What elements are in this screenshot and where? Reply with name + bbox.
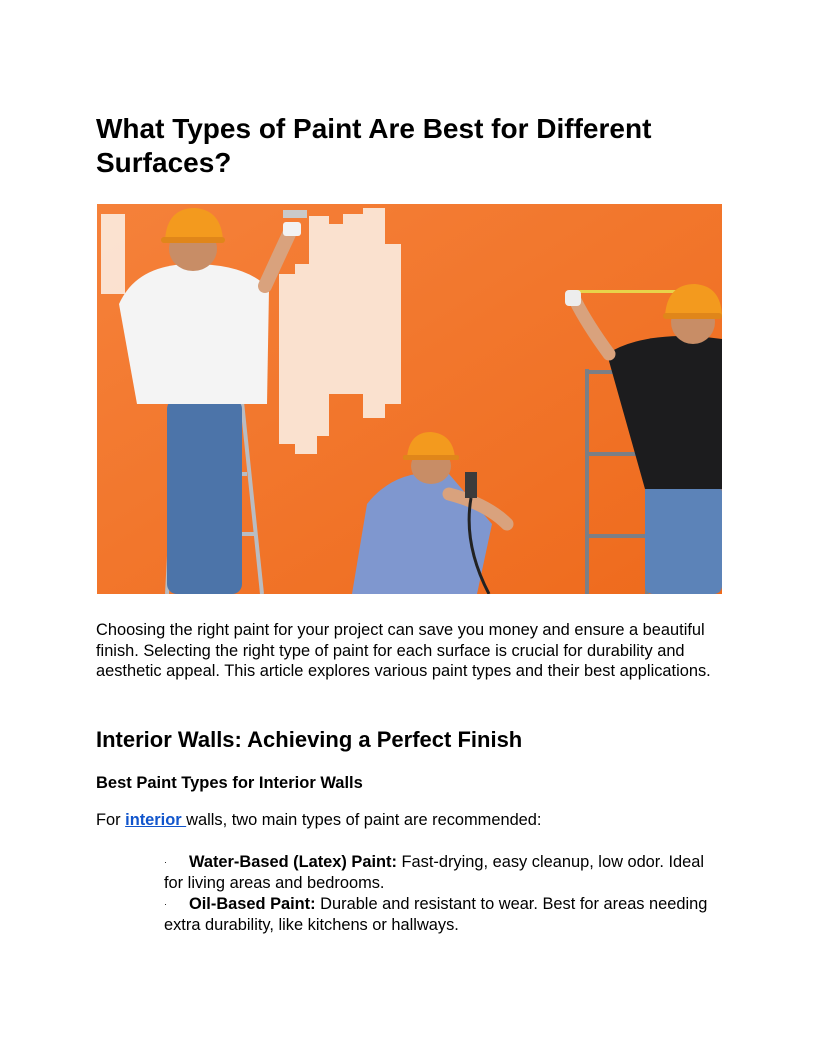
list-item bbox=[164, 852, 724, 894]
list-item-label: Oil-Based Paint: bbox=[189, 895, 316, 914]
list-item bbox=[164, 894, 724, 936]
intro-paragraph: Choosing the right paint for your project can save you money and ensure a beautiful finish. Selecting the right type of paint for each surface is crucial for durability and aesthetic appeal. This article explores various paint types and their best applications. bbox=[96, 621, 711, 681]
hero-image-painters bbox=[97, 204, 722, 594]
lead-text-after: walls, two main types of paint are recommended: bbox=[186, 811, 542, 829]
bullet-icon: · bbox=[164, 899, 167, 910]
page-title: What Types of Paint Are Best for Different Surfaces? bbox=[96, 113, 652, 178]
list-item-text: Durable and resistant to wear. Best for areas needing extra durability, like kitchens or hallways. bbox=[164, 895, 708, 935]
interior-link[interactable]: interior bbox=[125, 811, 187, 829]
section-subheading: Best Paint Types for Interior Walls bbox=[96, 774, 363, 792]
paint-types-list bbox=[164, 852, 724, 936]
list-item-label: Water-Based (Latex) Paint: bbox=[189, 853, 397, 871]
list-item-text: Fast-drying, easy cleanup, low odor. Ideal for living areas and bedrooms. bbox=[164, 853, 705, 893]
bullet-icon: · bbox=[164, 857, 167, 868]
section-heading: Interior Walls: Achieving a Perfect Finish bbox=[96, 727, 523, 752]
lead-paragraph bbox=[96, 809, 541, 831]
lead-text-before: For bbox=[96, 811, 126, 829]
